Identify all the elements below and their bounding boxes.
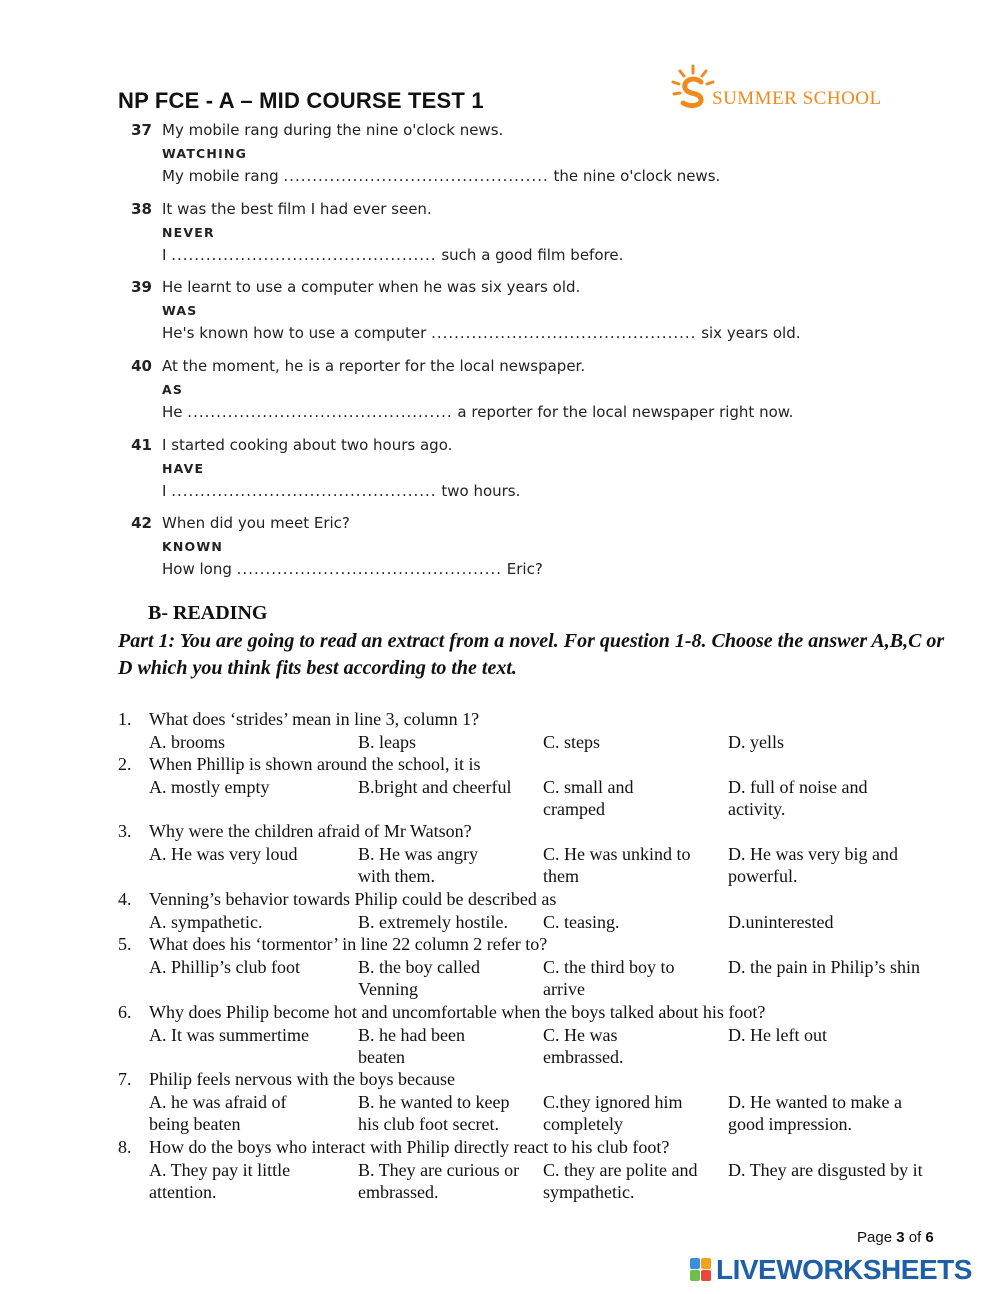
question-stem: Why does Philip become hot and uncomfortable when the boys talked about his foot?: [149, 1002, 766, 1022]
logo-text: SUMMER SCHOOL: [712, 88, 882, 109]
answer-line[interactable]: [162, 246, 623, 264]
answer-start: I: [162, 246, 167, 264]
answer-line[interactable]: [162, 403, 793, 421]
answer-blank[interactable]: ..............................................: [171, 482, 437, 500]
question-number: 1.: [118, 709, 132, 729]
page-total: 6: [925, 1229, 934, 1246]
question-stem: When Phillip is shown around the school, it is: [149, 754, 481, 774]
question-number: 2.: [118, 754, 132, 774]
option-c[interactable]: C. He was unkind to them: [543, 843, 691, 886]
answer-start: I: [162, 482, 167, 500]
keyword: KNOWN: [162, 539, 224, 554]
option-d[interactable]: D. He was very big and powerful.: [728, 843, 898, 886]
question-stem: Philip feels nervous with the boys because: [149, 1069, 455, 1089]
of-label: of: [908, 1229, 922, 1246]
option-c[interactable]: C. steps: [543, 731, 601, 752]
keyword: NEVER: [162, 225, 215, 240]
option-d[interactable]: D. They are disgusted by it: [728, 1159, 923, 1180]
option-d[interactable]: D.uninterested: [728, 911, 834, 932]
answer-line[interactable]: [162, 560, 543, 578]
page-number: [857, 1229, 934, 1246]
answer-end: a reporter for the local newspaper right now.: [457, 403, 794, 421]
keyword: HAVE: [162, 461, 205, 476]
page-title: NP FCE - A – MID COURSE TEST 1: [118, 88, 484, 113]
answer-line[interactable]: [162, 324, 801, 342]
question-number: 7.: [118, 1069, 132, 1089]
option-d[interactable]: D. full of noise and activity.: [728, 776, 868, 819]
answer-start: How long: [162, 560, 232, 578]
question-sentence: When did you meet Eric?: [162, 514, 350, 532]
option-b[interactable]: B. he had been beaten: [358, 1024, 465, 1067]
option-b[interactable]: B. the boy called Venning: [358, 956, 480, 999]
option-c[interactable]: C. the third boy to arrive: [543, 956, 675, 999]
option-c[interactable]: C. they are polite and sympathetic.: [543, 1159, 698, 1202]
liveworksheets-icon: [690, 1258, 712, 1282]
option-a[interactable]: A. He was very loud: [149, 843, 298, 864]
keyword: WAS: [162, 303, 198, 318]
option-d[interactable]: D. the pain in Philip’s shin: [728, 956, 921, 977]
answer-line[interactable]: [162, 482, 520, 500]
answer-start: He's known how to use a computer: [162, 324, 427, 342]
option-b[interactable]: B. They are curious or embrassed.: [358, 1159, 520, 1202]
summer-school-logo: [668, 62, 888, 112]
question-sentence: My mobile rang during the nine o'clock news.: [162, 121, 504, 139]
option-b[interactable]: B. leaps: [358, 731, 416, 752]
question-sentence: It was the best film I had ever seen.: [162, 200, 432, 218]
question-sentence: He learnt to use a computer when he was six years old.: [162, 278, 581, 296]
question-number: 41: [131, 436, 152, 454]
option-b[interactable]: B. extremely hostile.: [358, 911, 508, 932]
option-a[interactable]: A. brooms: [149, 731, 225, 752]
page-current: 3: [896, 1229, 905, 1246]
answer-blank[interactable]: ..............................................: [187, 403, 453, 421]
question-stem: How do the boys who interact with Philip directly react to his club foot?: [149, 1137, 670, 1157]
section-title: B- READING: [148, 602, 268, 624]
option-a[interactable]: A. They pay it little attention.: [149, 1159, 291, 1202]
answer-end: such a good film before.: [441, 246, 624, 264]
answer-start: He: [162, 403, 183, 421]
option-b[interactable]: B. He was angry with them.: [358, 843, 478, 886]
answer-blank[interactable]: ..............................................: [283, 167, 549, 185]
answer-blank[interactable]: ..............................................: [171, 246, 437, 264]
question-stem: What does ‘strides’ mean in line 3, column 1?: [149, 709, 480, 729]
answer-start: My mobile rang: [162, 167, 279, 185]
answer-blank[interactable]: ..............................................: [431, 324, 697, 342]
question-stem: Venning’s behavior towards Philip could be described as: [149, 889, 557, 909]
option-c[interactable]: C.they ignored him completely: [543, 1091, 683, 1134]
answer-end: two hours.: [441, 482, 521, 500]
reading-instructions: Part 1: You are going to read an extract from a novel. For question 1-8. Choose the answer A,B,C or D which you think fits best according to the text.: [118, 630, 945, 679]
question-sentence: I started cooking about two hours ago.: [162, 436, 453, 454]
question-stem: What does his ‘tormentor’ in line 22 column 2 refer to?: [149, 934, 548, 954]
option-c[interactable]: C. He was embrassed.: [543, 1024, 624, 1067]
question-number: 8.: [118, 1137, 132, 1157]
option-d[interactable]: D. He wanted to make a good impression.: [728, 1091, 902, 1134]
question-sentence: At the moment, he is a reporter for the local newspaper.: [162, 357, 586, 375]
question-number: 39: [131, 278, 152, 296]
answer-blank[interactable]: ..............................................: [236, 560, 502, 578]
question-number: 37: [131, 121, 152, 139]
question-number: 6.: [118, 1002, 132, 1022]
question-number: 5.: [118, 934, 132, 954]
option-a[interactable]: A. sympathetic.: [149, 911, 263, 932]
question-number: 42: [131, 514, 152, 532]
answer-end: six years old.: [701, 324, 801, 342]
question-number: 40: [131, 357, 152, 375]
option-a[interactable]: A. he was afraid of being beaten: [149, 1091, 287, 1134]
option-a[interactable]: A. mostly empty: [149, 776, 270, 797]
answer-line[interactable]: [162, 167, 720, 185]
option-b[interactable]: B. he wanted to keep his club foot secret.: [358, 1091, 510, 1134]
option-c[interactable]: C. small and cramped: [543, 776, 634, 819]
liveworksheets-brand[interactable]: [690, 1254, 972, 1286]
option-d[interactable]: D. He left out: [728, 1024, 827, 1045]
question-number: 3.: [118, 821, 132, 841]
answer-end: the nine o'clock news.: [553, 167, 721, 185]
page-label: Page: [857, 1229, 893, 1246]
option-a[interactable]: A. It was summertime: [149, 1024, 309, 1045]
keyword: AS: [162, 382, 184, 397]
question-stem: Why were the children afraid of Mr Watson?: [149, 821, 472, 841]
sun-icon: [668, 62, 718, 112]
option-b[interactable]: B.bright and cheerful: [358, 776, 512, 797]
option-d[interactable]: D. yells: [728, 731, 784, 752]
question-number: 4.: [118, 889, 132, 909]
option-a[interactable]: A. Phillip’s club foot: [149, 956, 301, 977]
option-c[interactable]: C. teasing.: [543, 911, 620, 932]
answer-end: Eric?: [506, 560, 543, 578]
brand-text: LIVEWORKSHEETS: [716, 1254, 972, 1285]
keyword: WATCHING: [162, 146, 248, 161]
question-number: 38: [131, 200, 152, 218]
